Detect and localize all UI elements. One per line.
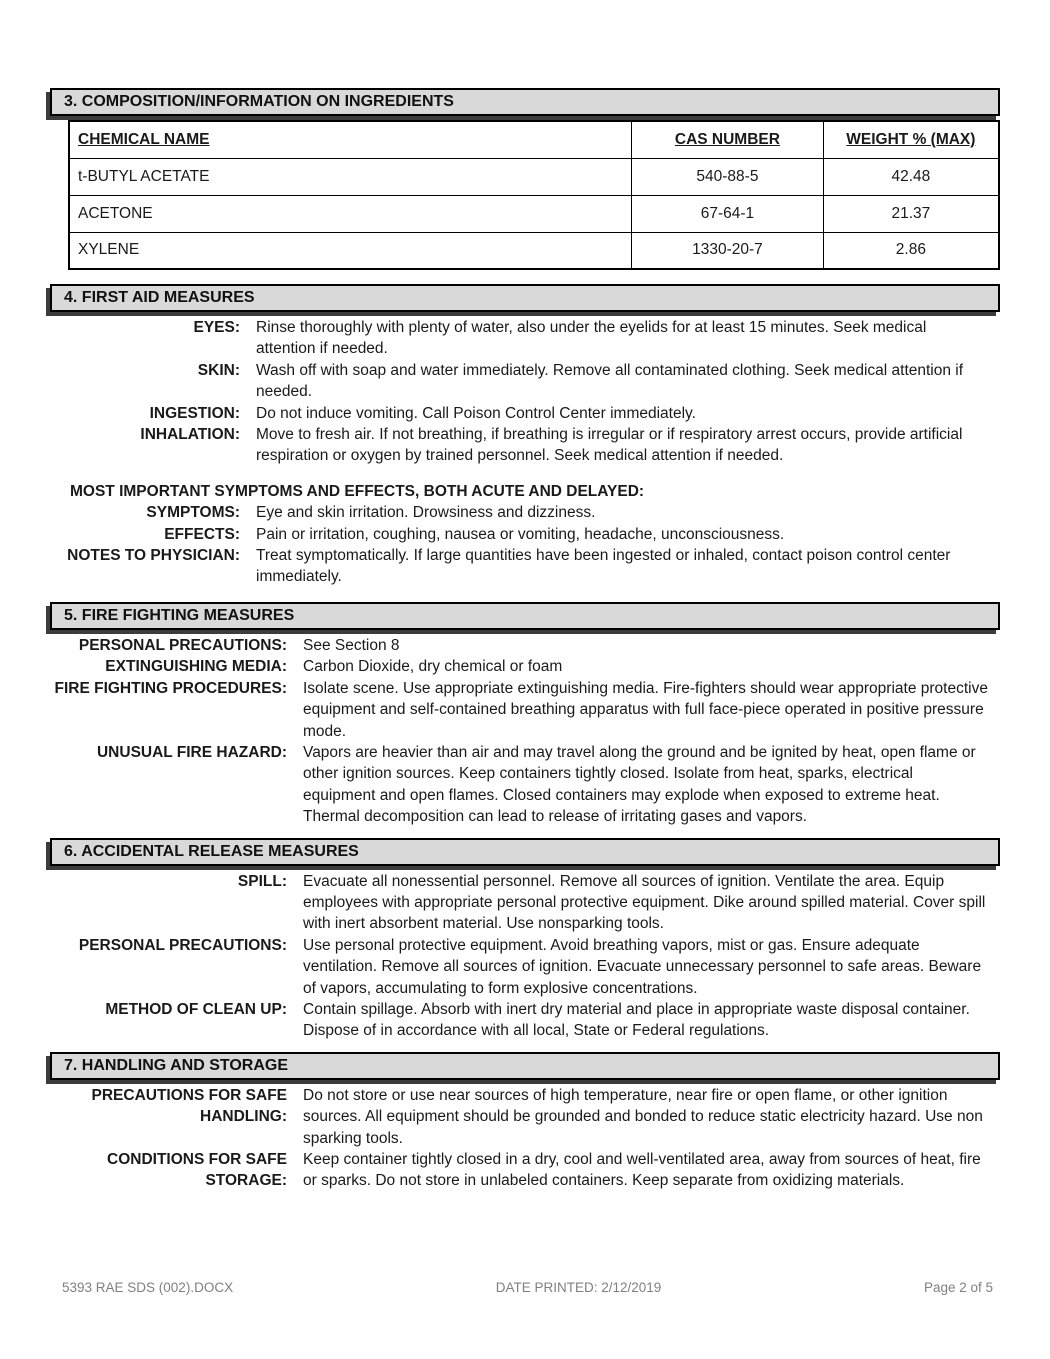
field-row-symptoms — [50, 502, 1000, 523]
field-value: Rinse thoroughly with plenty of water, also under the eyelids for at least 15 minutes. Seek medical attention if needed. — [256, 319, 927, 358]
field-label: FIRE FIGHTING PROCEDURES: — [54, 679, 287, 697]
section-4-body — [50, 317, 1000, 467]
field-row-skin — [50, 360, 1000, 403]
weight-cell: 42.48 — [823, 158, 999, 195]
weight-cell: 2.86 — [823, 232, 999, 269]
field-label: PERSONAL PRECAUTIONS: — [78, 636, 287, 654]
section-5-header: 5. FIRE FIGHTING MEASURES — [50, 602, 1000, 630]
field-row-conditions-safe-storage — [50, 1149, 1000, 1192]
chemical-name-cell: XYLENE — [69, 232, 632, 269]
section-6-header: 6. ACCIDENTAL RELEASE MEASURES — [50, 838, 1000, 866]
ingredients-table — [68, 120, 1000, 270]
field-value: Contain spillage. Absorb with inert dry material and place in appropriate waste disposal container. Dispose of in accordance with all local, State or Federal regulations. — [303, 1000, 970, 1040]
column-header-weight: WEIGHT % (MAX) — [846, 130, 976, 148]
section-3-header: 3. COMPOSITION/INFORMATION ON INGREDIENTS — [50, 88, 1000, 116]
page-footer — [62, 1280, 993, 1295]
field-value: Use personal protective equipment. Avoid breathing vapors, mist or gas. Ensure adequate ventilation. Remove all sources of ignition. Evacuate unnecessary personnel to safe areas. Beware of vapors, accumulating to form explosive concentrations. — [303, 936, 982, 997]
section-7-header: 7. HANDLING AND STORAGE — [50, 1052, 1000, 1080]
field-row-notes-to-physician — [50, 545, 1000, 588]
field-row-eyes — [50, 317, 1000, 360]
field-row-personal-precautions-release — [50, 935, 1000, 999]
field-value: Carbon Dioxide, dry chemical or foam — [303, 658, 563, 676]
cas-number-cell: 540-88-5 — [632, 158, 824, 195]
field-value: Do not store or use near sources of high temperature, near fire or open flame, or other ignition sources. All equipment should be grounded and bonded to reduce static electricity hazard. Use non sparking tools. — [303, 1086, 983, 1147]
table-row — [69, 158, 999, 195]
column-header-cas-number: CAS NUMBER — [674, 130, 780, 148]
field-row-inhalation — [50, 424, 1000, 467]
field-label: INGESTION: — [149, 404, 240, 422]
chemical-name-cell: t-BUTYL ACETATE — [69, 158, 632, 195]
field-row-extinguishing-media — [50, 656, 1000, 677]
field-value: Do not induce vomiting. Call Poison Control Center immediately. — [256, 404, 696, 422]
symptoms-subheading: MOST IMPORTANT SYMPTOMS AND EFFECTS, BOTH ACUTE AND DELAYED: — [70, 482, 645, 500]
field-row-spill — [50, 871, 1000, 935]
footer-page-number: Page 2 of 5 — [923, 1280, 993, 1295]
field-value: Eye and skin irritation. Drowsiness and dizziness. — [256, 504, 596, 522]
field-label: METHOD OF CLEAN UP: — [105, 1000, 287, 1018]
field-row-effects — [50, 524, 1000, 545]
field-value: See Section 8 — [303, 636, 400, 654]
field-value: Treat symptomatically. If large quantities have been ingested or inhaled, contact poison control center immediately. — [256, 547, 951, 586]
field-label: NOTES TO PHYSICIAN: — [67, 547, 240, 565]
table-row — [69, 232, 999, 269]
field-label: PERSONAL PRECAUTIONS: — [78, 936, 287, 954]
field-value: Wash off with soap and water immediately. Remove all contaminated clothing. Seek medical attention if needed. — [256, 361, 964, 401]
cas-number-cell: 67-64-1 — [632, 195, 824, 232]
symptoms-body — [50, 502, 1000, 588]
section-4-header: 4. FIRST AID MEASURES — [50, 284, 1000, 312]
field-label: INHALATION: — [140, 426, 240, 444]
field-value: Evacuate all nonessential personnel. Remove all sources of ignition. Ventilate the area. Equip employees with appropriate personal protective equipment. Dike around spilled material. Cover spill with inert absorbent material. Use nonsparking tools. — [303, 872, 986, 933]
field-value: Move to fresh air. If not breathing, if breathing is irregular or if respiratory arrest occurs, provide artificial respiration or oxygen by trained personnel. Seek medical attention if needed. — [256, 426, 963, 465]
field-label: UNUSUAL FIRE HAZARD: — [96, 743, 287, 761]
cas-number-cell: 1330-20-7 — [632, 232, 824, 269]
field-label: SPILL: — [237, 872, 287, 890]
field-value: Pain or irritation, coughing, nausea or vomiting, headache, unconsciousness. — [256, 525, 785, 543]
field-label: EFFECTS: — [164, 525, 240, 543]
field-value: Vapors are heavier than air and may travel along the ground and be ignited by heat, open flame or other ignition sources. Keep containers tightly closed. Isolate from heat, sparks, electrical equipment and open flames. Closed containers may explode when exposed to extreme heat. Thermal decomposition can lead to release of irritating gases and vapors. — [303, 743, 976, 826]
field-label: CONDITIONS FOR SAFE STORAGE: — [107, 1151, 287, 1190]
field-label: EXTINGUISHING MEDIA: — [105, 658, 287, 676]
field-row-ingestion — [50, 403, 1000, 424]
field-label: PRECAUTIONS FOR SAFE HANDLING: — [91, 1086, 287, 1126]
field-label: EYES: — [193, 319, 240, 336]
field-label: SYMPTOMS: — [146, 504, 240, 522]
field-row-method-of-clean-up — [50, 999, 1000, 1042]
field-value: Keep container tightly closed in a dry, cool and well-ventilated area, away from sources of heat, fire or sparks. Do not store in unlabeled containers. Keep separate from oxidizing materials. — [303, 1151, 981, 1190]
field-row-precautions-safe-handling — [50, 1085, 1000, 1149]
footer-date-printed: DATE PRINTED: 2/12/2019 — [495, 1280, 662, 1295]
chemical-name-cell: ACETONE — [69, 195, 632, 232]
section-6-body — [50, 871, 1000, 1042]
column-header-chemical-name: CHEMICAL NAME — [78, 130, 210, 148]
table-row — [69, 195, 999, 232]
field-value: Isolate scene. Use appropriate extinguishing media. Fire-fighters should wear appropriate protective equipment and self-contained breathing apparatus with full face-piece operated in positive pressure mode. — [303, 679, 988, 740]
table-header-row — [69, 121, 999, 158]
section-5-body — [50, 635, 1000, 828]
field-row-fire-fighting-procedures — [50, 678, 1000, 742]
field-row-unusual-fire-hazard — [50, 742, 1000, 828]
footer-filename: 5393 RAE SDS (002).DOCX — [62, 1280, 234, 1295]
weight-cell: 21.37 — [823, 195, 999, 232]
field-label: SKIN: — [197, 361, 240, 379]
page-content — [50, 88, 1000, 1192]
section-7-body — [50, 1085, 1000, 1192]
field-row-personal-precautions — [50, 635, 1000, 656]
